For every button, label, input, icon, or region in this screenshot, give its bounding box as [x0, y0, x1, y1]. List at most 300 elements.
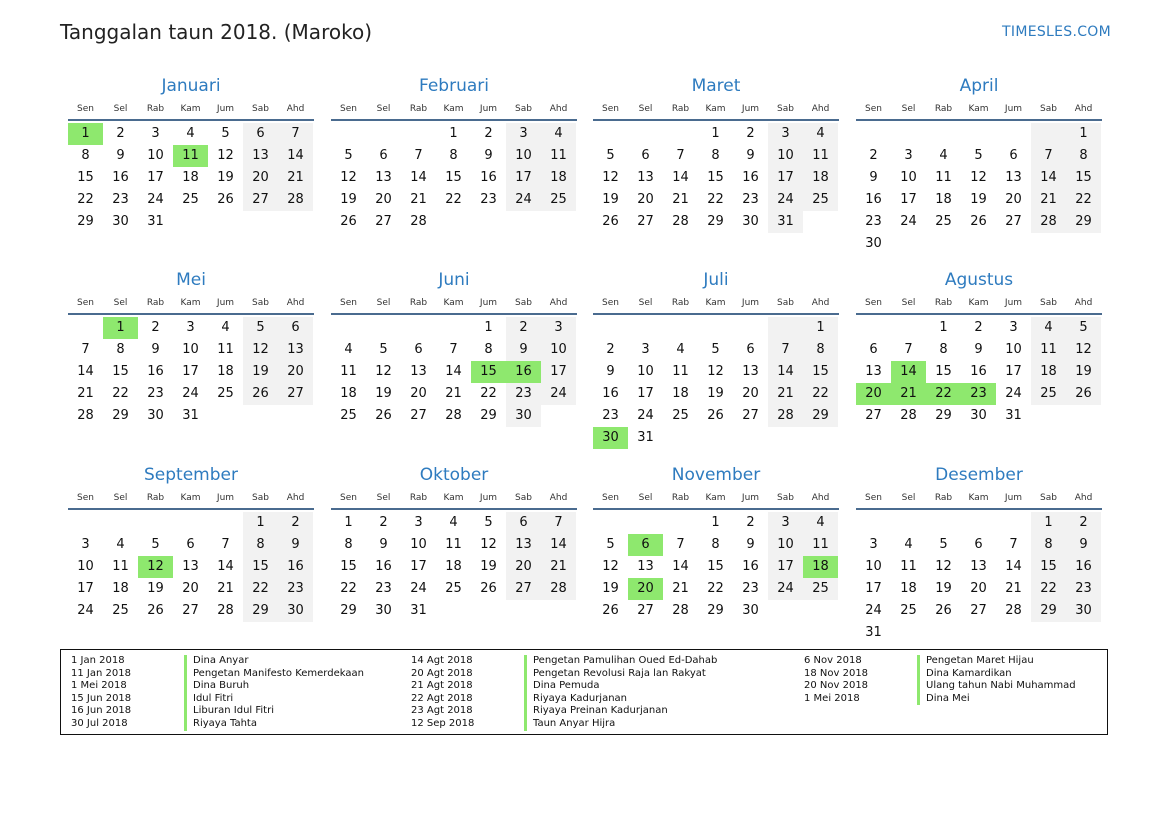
day-cell: 6 [641, 148, 650, 163]
day-cell: 30 [742, 214, 759, 229]
day-cell: 23 [865, 214, 882, 229]
day-cell: 16 [375, 559, 392, 574]
weekday-label: Jum [216, 493, 235, 503]
day-cell: 23 [1066, 578, 1101, 600]
weekday-label: Sab [777, 298, 794, 308]
empty-cell [68, 317, 103, 339]
holiday-legend [60, 649, 1108, 735]
day-cell: 30 [970, 408, 987, 423]
day-cell: 3 [506, 123, 541, 145]
empty-cell [1031, 123, 1066, 145]
weekday-label: Sel [376, 493, 391, 503]
day-cell: 20 [243, 167, 278, 189]
day-cell: 18 [541, 167, 576, 189]
legend-holiday-name: Liburan Idul Fitri [184, 705, 274, 718]
day-cell: 31 [147, 214, 164, 229]
weekday-label: Sab [252, 298, 269, 308]
empty-cell [401, 123, 436, 145]
day-cell: 10 [541, 339, 576, 361]
day-cell: 25 [1031, 383, 1066, 405]
day-cell: 18 [445, 559, 462, 574]
day-cell: 17 [768, 167, 803, 189]
day-cell: 18 [900, 581, 917, 596]
weekday-label: Ahd [1074, 493, 1093, 503]
holiday-day: 6 [628, 534, 663, 556]
day-cell: 4 [449, 515, 458, 530]
day-cell: 27 [375, 214, 392, 229]
weekday-label: Rab [409, 298, 428, 308]
day-cell: 29 [480, 408, 497, 423]
day-cell: 30 [147, 408, 164, 423]
month-name: Maret [691, 76, 741, 96]
weekday-label: Ahd [549, 493, 568, 503]
day-cell: 25 [182, 192, 199, 207]
day-cell: 25 [112, 603, 129, 618]
day-cell: 10 [768, 145, 803, 167]
weekday-label: Ahd [286, 104, 305, 114]
day-cell: 4 [676, 342, 685, 357]
day-cell: 14 [672, 559, 689, 574]
weekday-label: Sen [340, 104, 357, 114]
day-cell: 30 [506, 405, 541, 427]
legend-holiday-name: Riyaya Kadurjanan [524, 693, 627, 706]
day-cell: 4 [541, 123, 576, 145]
weekday-header [68, 488, 314, 510]
day-cell: 10 [900, 170, 917, 185]
day-cell: 4 [1031, 317, 1066, 339]
day-cell: 21 [77, 386, 94, 401]
day-cell: 22 [243, 578, 278, 600]
day-grid [593, 317, 839, 449]
legend-holiday-name: Pengetan Manifesto Kemerdekaan [184, 668, 364, 681]
day-cell: 6 [186, 537, 195, 552]
weekday-label: Sab [777, 104, 794, 114]
weekday-label: Rab [409, 493, 428, 503]
site-link[interactable]: TIMESLES.COM [1002, 24, 1111, 40]
legend-date: 1 Jan 2018 [71, 655, 125, 666]
day-cell: 10 [147, 148, 164, 163]
day-cell: 26 [480, 581, 497, 596]
legend-holiday-name: Ulang tahun Nabi Muhammad [917, 680, 1076, 693]
weekday-label: Jum [741, 493, 760, 503]
day-cell: 14 [278, 145, 313, 167]
day-cell: 20 [742, 386, 759, 401]
day-cell: 9 [484, 148, 493, 163]
empty-cell [68, 512, 103, 534]
day-cell: 8 [81, 148, 90, 163]
weekday-label: Jum [479, 493, 498, 503]
day-cell: 13 [410, 364, 427, 379]
day-grid [331, 317, 577, 427]
day-cell: 29 [707, 214, 724, 229]
weekday-label: Ahd [549, 104, 568, 114]
day-cell: 24 [1005, 386, 1022, 401]
day-cell: 22 [77, 192, 94, 207]
day-cell: 3 [869, 537, 878, 552]
day-cell: 17 [900, 192, 917, 207]
day-cell: 22 [340, 581, 357, 596]
weekday-label: Kam [180, 104, 201, 114]
day-cell: 22 [803, 383, 838, 405]
day-cell: 2 [151, 320, 160, 335]
day-cell: 22 [480, 386, 497, 401]
empty-cell [593, 123, 628, 145]
weekday-label: Sel [113, 104, 128, 114]
day-cell: 12 [602, 559, 619, 574]
day-cell: 12 [1066, 339, 1101, 361]
empty-cell [628, 317, 663, 339]
day-cell: 25 [803, 578, 838, 600]
day-cell: 26 [243, 383, 278, 405]
empty-cell [891, 123, 926, 145]
day-cell: 30 [1066, 600, 1101, 622]
legend-holiday-name: Idul Fitri [184, 693, 233, 706]
day-cell: 15 [77, 170, 94, 185]
day-cell: 26 [340, 214, 357, 229]
day-cell: 26 [602, 603, 619, 618]
weekday-label: Sab [1040, 493, 1057, 503]
day-cell: 23 [375, 581, 392, 596]
day-cell: 30 [742, 603, 759, 618]
day-cell: 18 [672, 386, 689, 401]
weekday-label: Kam [968, 493, 989, 503]
day-cell: 21 [1005, 581, 1022, 596]
day-cell: 13 [970, 559, 987, 574]
day-cell: 24 [182, 386, 199, 401]
weekday-label: Sab [515, 493, 532, 503]
weekday-label: Sab [252, 104, 269, 114]
holiday-day: 12 [138, 556, 173, 578]
empty-cell [856, 512, 891, 534]
empty-cell [663, 512, 698, 534]
day-cell: 8 [803, 339, 838, 361]
day-cell: 26 [375, 408, 392, 423]
weekday-label: Sen [77, 104, 94, 114]
day-cell: 25 [900, 603, 917, 618]
day-cell: 15 [707, 559, 724, 574]
weekday-label: Sen [602, 298, 619, 308]
day-cell: 18 [935, 192, 952, 207]
day-cell: 1 [711, 515, 720, 530]
day-cell: 18 [340, 386, 357, 401]
weekday-header [593, 488, 839, 510]
day-cell: 24 [506, 189, 541, 211]
day-cell: 26 [1066, 383, 1101, 405]
day-cell: 24 [900, 214, 917, 229]
day-cell: 3 [904, 148, 913, 163]
day-cell: 21 [768, 383, 803, 405]
day-cell: 28 [278, 189, 313, 211]
month-agustus [856, 267, 1102, 427]
day-cell: 4 [803, 512, 838, 534]
day-cell: 19 [147, 581, 164, 596]
month-oktober [331, 462, 577, 622]
empty-cell [733, 317, 768, 339]
day-cell: 3 [1009, 320, 1018, 335]
legend-date: 15 Jun 2018 [71, 692, 132, 704]
empty-cell [856, 123, 891, 145]
day-cell: 16 [742, 559, 759, 574]
day-cell: 25 [803, 189, 838, 211]
page-title: Tanggalan taun 2018. (Maroko) [60, 20, 372, 44]
month-november [593, 462, 839, 622]
legend-holiday-name: Riyaya Tahta [184, 718, 257, 731]
empty-cell [103, 512, 138, 534]
day-cell: 4 [116, 537, 125, 552]
day-cell: 12 [375, 364, 392, 379]
holiday-day: 30 [593, 427, 628, 449]
day-cell: 14 [1031, 167, 1066, 189]
weekday-header [331, 293, 577, 315]
day-cell: 17 [865, 581, 882, 596]
day-cell: 14 [445, 364, 462, 379]
day-cell: 7 [449, 342, 458, 357]
legend-holiday-name: Pengetan Revolusi Raja lan Rakyat [524, 668, 706, 681]
weekday-label: Rab [146, 298, 165, 308]
day-cell: 6 [278, 317, 313, 339]
day-cell: 21 [217, 581, 234, 596]
day-cell: 21 [445, 386, 462, 401]
day-cell: 12 [970, 170, 987, 185]
day-cell: 6 [746, 342, 755, 357]
month-juni [331, 267, 577, 427]
day-cell: 27 [970, 603, 987, 618]
empty-cell [628, 123, 663, 145]
day-cell: 12 [602, 170, 619, 185]
day-cell: 28 [217, 603, 234, 618]
day-cell: 11 [112, 559, 129, 574]
empty-cell [663, 317, 698, 339]
day-cell: 29 [707, 603, 724, 618]
weekday-label: Sel [376, 104, 391, 114]
day-cell: 21 [672, 192, 689, 207]
day-cell: 20 [375, 192, 392, 207]
day-cell: 22 [707, 581, 724, 596]
day-cell: 31 [410, 603, 427, 618]
weekday-header [331, 99, 577, 121]
weekday-label: Kam [443, 104, 464, 114]
day-cell: 8 [344, 537, 353, 552]
weekday-label: Rab [934, 298, 953, 308]
weekday-header [593, 293, 839, 315]
month-desember [856, 462, 1102, 644]
holiday-day: 20 [856, 383, 891, 405]
day-cell: 1 [939, 320, 948, 335]
weekday-label: Kam [968, 104, 989, 114]
weekday-label: Ahd [1074, 104, 1093, 114]
day-cell: 22 [1031, 578, 1066, 600]
day-cell: 15 [707, 170, 724, 185]
day-cell: 6 [506, 512, 541, 534]
month-januari [68, 73, 314, 233]
empty-cell [856, 317, 891, 339]
month-februari [331, 73, 577, 233]
day-cell: 8 [484, 342, 493, 357]
day-cell: 12 [935, 559, 952, 574]
weekday-label: Sab [252, 493, 269, 503]
day-cell: 7 [676, 148, 685, 163]
day-cell: 9 [869, 170, 878, 185]
weekday-header [856, 293, 1102, 315]
legend-date: 1 Mei 2018 [71, 680, 127, 692]
empty-cell [628, 512, 663, 534]
day-cell: 24 [637, 408, 654, 423]
legend-holiday-name: Dina Mei [917, 693, 970, 706]
day-cell: 10 [637, 364, 654, 379]
day-cell: 9 [606, 364, 615, 379]
day-grid [593, 512, 839, 622]
day-cell: 30 [375, 603, 392, 618]
weekday-label: Sel [638, 104, 653, 114]
weekday-label: Kam [968, 298, 989, 308]
weekday-label: Rab [146, 493, 165, 503]
day-cell: 15 [1066, 167, 1101, 189]
day-cell: 8 [449, 148, 458, 163]
day-cell: 19 [707, 386, 724, 401]
month-name: Mei [176, 270, 206, 290]
day-cell: 27 [182, 603, 199, 618]
day-cell: 27 [742, 408, 759, 423]
day-cell: 26 [217, 192, 234, 207]
weekday-label: Ahd [286, 493, 305, 503]
day-cell: 19 [243, 361, 278, 383]
day-cell: 30 [865, 236, 882, 251]
day-cell: 16 [278, 556, 313, 578]
day-cell: 25 [935, 214, 952, 229]
day-cell: 14 [217, 559, 234, 574]
legend-holiday-name: Riyaya Preinan Kadurjanan [524, 705, 668, 718]
day-cell: 23 [278, 578, 313, 600]
legend-holiday-name: Dina Buruh [184, 680, 249, 693]
day-cell: 23 [147, 386, 164, 401]
day-cell: 7 [278, 123, 313, 145]
day-cell: 11 [541, 145, 576, 167]
weekday-label: Jum [1004, 104, 1023, 114]
day-cell: 9 [746, 537, 755, 552]
day-cell: 16 [602, 386, 619, 401]
weekday-header [856, 488, 1102, 510]
day-cell: 11 [672, 364, 689, 379]
empty-cell [173, 512, 208, 534]
day-cell: 18 [217, 364, 234, 379]
day-cell: 28 [1005, 603, 1022, 618]
day-cell: 25 [217, 386, 234, 401]
day-cell: 5 [221, 126, 230, 141]
day-cell: 17 [768, 556, 803, 578]
weekday-header [593, 99, 839, 121]
day-cell: 4 [939, 148, 948, 163]
weekday-label: Ahd [811, 298, 830, 308]
day-cell: 10 [1005, 342, 1022, 357]
weekday-label: Rab [671, 298, 690, 308]
month-name: Januari [161, 76, 221, 96]
day-cell: 9 [746, 148, 755, 163]
weekday-label: Sel [113, 298, 128, 308]
day-grid [68, 123, 314, 233]
weekday-label: Rab [934, 493, 953, 503]
day-cell: 20 [637, 192, 654, 207]
weekday-label: Rab [934, 104, 953, 114]
day-cell: 25 [445, 581, 462, 596]
weekday-label: Sel [113, 493, 128, 503]
day-cell: 28 [900, 408, 917, 423]
legend-holiday-name: Pengetan Maret Hijau [917, 655, 1034, 668]
holiday-day: 22 [926, 383, 961, 405]
day-cell: 24 [410, 581, 427, 596]
day-cell: 17 [1005, 364, 1022, 379]
legend-date: 22 Agt 2018 [411, 692, 473, 704]
weekday-label: Sen [602, 104, 619, 114]
day-cell: 28 [672, 603, 689, 618]
day-cell: 11 [217, 342, 234, 357]
day-cell: 16 [1066, 556, 1101, 578]
holiday-day: 15 [471, 361, 506, 383]
weekday-label: Jum [741, 104, 760, 114]
empty-cell [926, 123, 961, 145]
day-cell: 22 [1066, 189, 1101, 211]
day-cell: 24 [865, 603, 882, 618]
day-cell: 23 [742, 581, 759, 596]
day-cell: 9 [506, 339, 541, 361]
day-cell: 6 [379, 148, 388, 163]
day-cell: 7 [1031, 145, 1066, 167]
empty-cell [331, 317, 366, 339]
day-cell: 28 [768, 405, 803, 427]
weekday-label: Kam [705, 298, 726, 308]
day-cell: 5 [711, 342, 720, 357]
weekday-label: Kam [180, 493, 201, 503]
legend-holiday-name: Taun Anyar Hijra [524, 718, 615, 731]
day-cell: 8 [1066, 145, 1101, 167]
day-cell: 20 [182, 581, 199, 596]
day-cell: 27 [1005, 214, 1022, 229]
legend-holiday-name: Dina Pemuda [524, 680, 600, 693]
holiday-day: 21 [891, 383, 926, 405]
day-cell: 8 [116, 342, 125, 357]
day-cell: 19 [1066, 361, 1101, 383]
day-cell: 14 [768, 361, 803, 383]
day-cell: 27 [637, 603, 654, 618]
day-cell: 26 [147, 603, 164, 618]
day-grid [856, 512, 1102, 644]
day-cell: 1 [803, 317, 838, 339]
month-name: Juli [703, 270, 729, 290]
day-cell: 2 [1066, 512, 1101, 534]
day-cell: 31 [865, 625, 882, 640]
day-cell: 17 [541, 361, 576, 383]
day-cell: 30 [112, 214, 129, 229]
day-cell: 10 [506, 145, 541, 167]
day-cell: 1 [344, 515, 353, 530]
day-cell: 3 [186, 320, 195, 335]
day-cell: 4 [344, 342, 353, 357]
day-cell: 16 [970, 364, 987, 379]
legend-holiday-name: Pengetan Pamulihan Oued Ed-Dahab [524, 655, 717, 668]
day-cell: 12 [243, 339, 278, 361]
day-cell: 10 [410, 537, 427, 552]
day-cell: 16 [742, 170, 759, 185]
day-cell: 12 [217, 148, 234, 163]
day-cell: 12 [480, 537, 497, 552]
empty-cell [768, 317, 803, 339]
day-cell: 27 [243, 189, 278, 211]
weekday-header [68, 293, 314, 315]
holiday-day: 18 [803, 556, 838, 578]
day-grid [331, 123, 577, 233]
day-grid [593, 123, 839, 233]
weekday-label: Rab [409, 104, 428, 114]
day-cell: 29 [935, 408, 952, 423]
